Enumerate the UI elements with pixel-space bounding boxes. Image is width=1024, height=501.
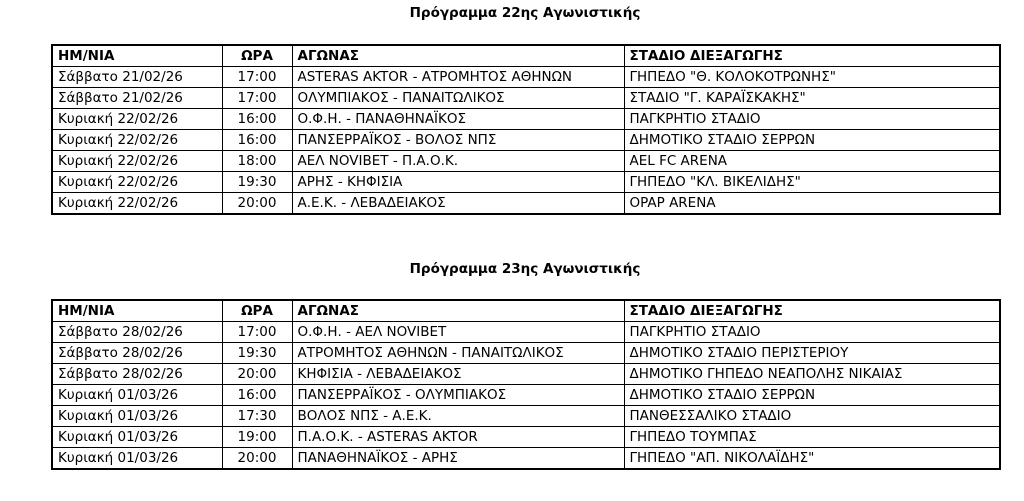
cell-stadium: ΣΤΑΔΙΟ "Γ. ΚΑΡΑΪΣΚΑΚΗΣ" <box>624 88 1000 109</box>
cell-match: ΑΤΡΟΜΗΤΟΣ ΑΘΗΝΩΝ - ΠΑΝΑΙΤΩΛΙΚΟΣ <box>292 343 624 364</box>
cell-match: ΑΕΛ NOVIBET - Π.Α.Ο.Κ. <box>292 151 624 172</box>
cell-date: Κυριακή 22/02/26 <box>52 172 222 193</box>
header-stadium: ΣΤΑΔΙΟ ΔΙΕΞΑΓΩΓΗΣ <box>624 300 1000 322</box>
cell-match: Π.Α.Ο.Κ. - ASTERAS AKTOR <box>292 427 624 448</box>
table-header-row <box>52 45 1000 67</box>
table-row <box>52 172 1000 193</box>
cell-time: 18:00 <box>222 151 292 172</box>
cell-time: 17:30 <box>222 406 292 427</box>
cell-date: Κυριακή 01/03/26 <box>52 385 222 406</box>
cell-time: 17:00 <box>222 88 292 109</box>
cell-stadium: ΔΗΜΟΤΙΚΟ ΓΗΠΕΔΟ ΝΕΑΠΟΛΗΣ ΝΙΚΑΙΑΣ <box>624 364 1000 385</box>
cell-time: 16:00 <box>222 130 292 151</box>
schedule-table-matchday-22 <box>51 44 1001 215</box>
header-date: ΗΜ/ΝΙΑ <box>52 45 222 67</box>
table-row <box>52 406 1000 427</box>
cell-date: Κυριακή 01/03/26 <box>52 448 222 470</box>
cell-match: Α.Ε.Κ. - ΛΕΒΑΔΕΙΑΚΟΣ <box>292 193 624 215</box>
header-match: ΑΓΩΝΑΣ <box>292 300 624 322</box>
table-row <box>52 130 1000 151</box>
cell-time: 16:00 <box>222 109 292 130</box>
table-row <box>52 88 1000 109</box>
cell-stadium: ΠΑΝΘΕΣΣΑΛΙΚΟ ΣΤΑΔΙΟ <box>624 406 1000 427</box>
header-match: ΑΓΩΝΑΣ <box>292 45 624 67</box>
table-header-row <box>52 300 1000 322</box>
cell-date: Κυριακή 22/02/26 <box>52 151 222 172</box>
cell-match: ΠΑΝΣΕΡΡΑΪΚΟΣ - ΒΟΛΟΣ ΝΠΣ <box>292 130 624 151</box>
cell-time: 16:00 <box>222 385 292 406</box>
cell-match: ΑΡΗΣ - ΚΗΦΙΣΙΑ <box>292 172 624 193</box>
cell-stadium: ΠΑΓΚΡΗΤΙΟ ΣΤΑΔΙΟ <box>624 322 1000 343</box>
cell-stadium: ΠΑΓΚΡΗΤΙΟ ΣΤΑΔΙΟ <box>624 109 1000 130</box>
cell-time: 17:00 <box>222 67 292 88</box>
cell-stadium: ΓΗΠΕΔΟ "ΚΛ. ΒΙΚΕΛΙΔΗΣ" <box>624 172 1000 193</box>
table-row <box>52 364 1000 385</box>
cell-stadium: ΓΗΠΕΔΟ ΤΟΥΜΠΑΣ <box>624 427 1000 448</box>
cell-stadium: ΔΗΜΟΤΙΚΟ ΣΤΑΔΙΟ ΣΕΡΡΩΝ <box>624 130 1000 151</box>
cell-date: Σάββατο 28/02/26 <box>52 343 222 364</box>
cell-stadium: ΔΗΜΟΤΙΚΟ ΣΤΑΔΙΟ ΠΕΡΙΣΤΕΡΙΟΥ <box>624 343 1000 364</box>
cell-stadium: ΓΗΠΕΔΟ "Θ. ΚΟΛΟΚΟΤΡΩΝΗΣ" <box>624 67 1000 88</box>
cell-date: Κυριακή 01/03/26 <box>52 427 222 448</box>
cell-time: 20:00 <box>222 448 292 470</box>
table-row <box>52 385 1000 406</box>
cell-match: ΚΗΦΙΣΙΑ - ΛΕΒΑΔΕΙΑΚΟΣ <box>292 364 624 385</box>
cell-stadium: OPAP ARENA <box>624 193 1000 215</box>
cell-time: 17:00 <box>222 322 292 343</box>
cell-date: Σάββατο 28/02/26 <box>52 364 222 385</box>
cell-date: Σάββατο 21/02/26 <box>52 88 222 109</box>
header-time: ΩΡΑ <box>222 45 292 67</box>
cell-date: Κυριακή 22/02/26 <box>52 193 222 215</box>
cell-time: 20:00 <box>222 364 292 385</box>
cell-match: Ο.Φ.Η. - ΠΑΝΑΘΗΝΑΪΚΟΣ <box>292 109 624 130</box>
table-row <box>52 322 1000 343</box>
cell-match: ΠΑΝΣΕΡΡΑΪΚΟΣ - ΟΛΥΜΠΙΑΚΟΣ <box>292 385 624 406</box>
cell-match: ΠΑΝΑΘΗΝΑΪΚΟΣ - ΑΡΗΣ <box>292 448 624 470</box>
table-row <box>52 448 1000 470</box>
table-row <box>52 151 1000 172</box>
cell-match: ΟΛΥΜΠΙΑΚΟΣ - ΠΑΝΑΙΤΩΛΙΚΟΣ <box>292 88 624 109</box>
cell-date: Κυριακή 22/02/26 <box>52 130 222 151</box>
cell-stadium: AEL FC ARENA <box>624 151 1000 172</box>
table-row <box>52 343 1000 364</box>
table-row <box>52 67 1000 88</box>
cell-time: 20:00 <box>222 193 292 215</box>
table-row <box>52 193 1000 215</box>
cell-match: ΒΟΛΟΣ ΝΠΣ - Α.Ε.Κ. <box>292 406 624 427</box>
cell-time: 19:30 <box>222 343 292 364</box>
section-title-matchday-22: Πρόγραμμα 22ης Αγωνιστικής <box>409 5 641 21</box>
cell-match: ASTERAS AKTOR - ΑΤΡΟΜΗΤΟΣ ΑΘΗΝΩΝ <box>292 67 624 88</box>
cell-date: Σάββατο 21/02/26 <box>52 67 222 88</box>
schedule-table-matchday-23 <box>51 299 1001 470</box>
header-stadium: ΣΤΑΔΙΟ ΔΙΕΞΑΓΩΓΗΣ <box>624 45 1000 67</box>
cell-date: Κυριακή 01/03/26 <box>52 406 222 427</box>
table-row <box>52 109 1000 130</box>
cell-stadium: ΔΗΜΟΤΙΚΟ ΣΤΑΔΙΟ ΣΕΡΡΩΝ <box>624 385 1000 406</box>
cell-stadium: ΓΗΠΕΔΟ "ΑΠ. ΝΙΚΟΛΑΪΔΗΣ" <box>624 448 1000 470</box>
section-title-matchday-23: Πρόγραμμα 23ης Αγωνιστικής <box>409 261 641 277</box>
cell-match: Ο.Φ.Η. - ΑΕΛ NOVIBET <box>292 322 624 343</box>
cell-date: Σάββατο 28/02/26 <box>52 322 222 343</box>
table-row <box>52 427 1000 448</box>
cell-time: 19:00 <box>222 427 292 448</box>
header-time: ΩΡΑ <box>222 300 292 322</box>
cell-date: Κυριακή 22/02/26 <box>52 109 222 130</box>
header-date: ΗΜ/ΝΙΑ <box>52 300 222 322</box>
cell-time: 19:30 <box>222 172 292 193</box>
